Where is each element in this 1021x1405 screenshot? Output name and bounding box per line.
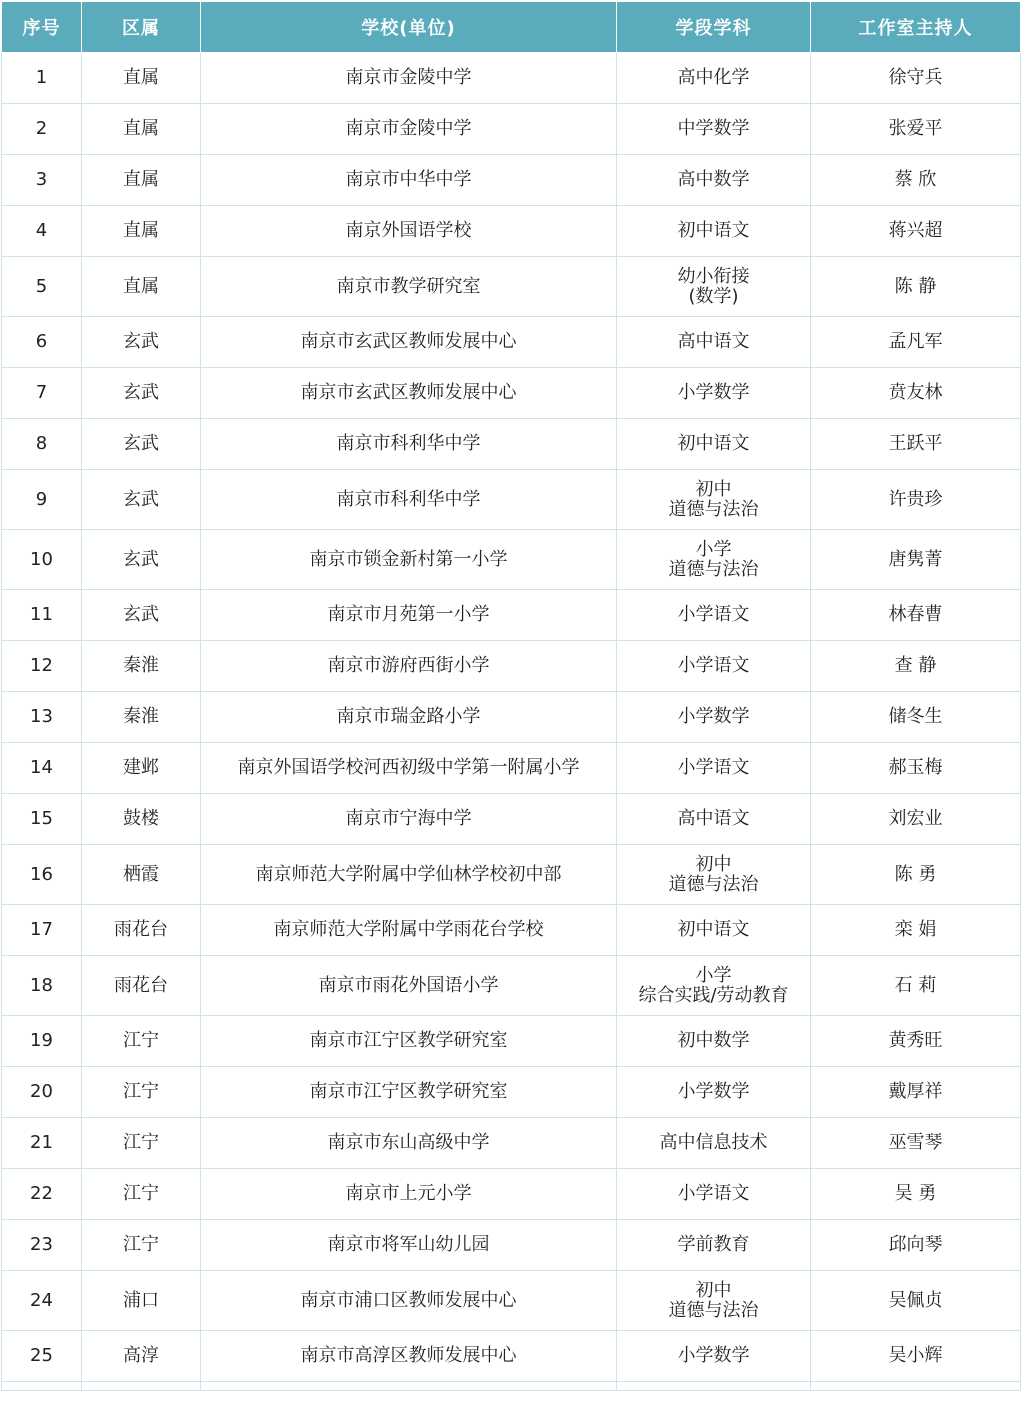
cell-host: 孟凡军 xyxy=(811,317,1021,368)
cell-district: 栖霞 xyxy=(82,845,201,905)
cell-school: 南京师范大学附属中学雨花台学校 xyxy=(201,905,617,956)
table-row xyxy=(2,590,1021,641)
subject-line: 小学 xyxy=(695,538,732,560)
cell-no: 5 xyxy=(2,257,82,317)
subject-line: 初中 xyxy=(695,853,732,875)
cell-no: 7 xyxy=(2,368,82,419)
cell-school: 南京市玄武区教师发展中心 xyxy=(201,317,617,368)
subject-line: 小学数学 xyxy=(677,1081,750,1102)
cell-school: 南京市科利华中学 xyxy=(201,419,617,470)
cell-empty xyxy=(617,1382,811,1391)
table-row xyxy=(2,1271,1021,1331)
cell-no: 18 xyxy=(2,956,82,1016)
cell-host: 吴小辉 xyxy=(811,1331,1021,1382)
cell-district: 玄武 xyxy=(82,317,201,368)
cell-district: 鼓楼 xyxy=(82,794,201,845)
cell-school: 南京市江宁区教学研究室 xyxy=(201,1067,617,1118)
subject-line: 小学数学 xyxy=(677,706,750,727)
cell-district: 江宁 xyxy=(82,1169,201,1220)
subject-line: 高中语文 xyxy=(677,331,750,352)
table-row xyxy=(2,1169,1021,1220)
cell-empty xyxy=(2,1382,82,1391)
cell-district: 雨花台 xyxy=(82,956,201,1016)
cell-host: 郝玉梅 xyxy=(811,743,1021,794)
studio-table xyxy=(1,1,1021,1391)
table-row xyxy=(2,317,1021,368)
cell-school: 南京市瑞金路小学 xyxy=(201,692,617,743)
cell-district: 江宁 xyxy=(82,1220,201,1271)
table-row xyxy=(2,1067,1021,1118)
cell-district: 直属 xyxy=(82,257,201,317)
cell-school: 南京市浦口区教师发展中心 xyxy=(201,1271,617,1331)
subject-line: 初中语文 xyxy=(677,220,750,241)
cell-school: 南京师范大学附属中学仙林学校初中部 xyxy=(201,845,617,905)
cell-no: 12 xyxy=(2,641,82,692)
table-row xyxy=(2,1220,1021,1271)
cell-district: 江宁 xyxy=(82,1067,201,1118)
cell-district: 玄武 xyxy=(82,470,201,530)
cell-school: 南京市锁金新村第一小学 xyxy=(201,530,617,590)
cell-no: 13 xyxy=(2,692,82,743)
cell-no: 3 xyxy=(2,155,82,206)
cell-district: 玄武 xyxy=(82,368,201,419)
cell-host: 黄秀旺 xyxy=(811,1016,1021,1067)
table-row xyxy=(2,368,1021,419)
table-row-partial xyxy=(2,1382,1021,1391)
cell-subject xyxy=(617,470,811,530)
cell-district: 秦淮 xyxy=(82,641,201,692)
table-row xyxy=(2,206,1021,257)
subject-line: 综合实践/劳动教育 xyxy=(638,984,789,1006)
cell-district: 直属 xyxy=(82,104,201,155)
cell-subject xyxy=(617,692,811,743)
cell-subject xyxy=(617,845,811,905)
cell-no: 24 xyxy=(2,1271,82,1331)
cell-district: 高淳 xyxy=(82,1331,201,1382)
cell-empty xyxy=(82,1382,201,1391)
cell-no: 25 xyxy=(2,1331,82,1382)
cell-subject xyxy=(617,368,811,419)
cell-host: 吴佩贞 xyxy=(811,1271,1021,1331)
cell-host: 戴厚祥 xyxy=(811,1067,1021,1118)
table-row xyxy=(2,641,1021,692)
cell-host: 蒋兴超 xyxy=(811,206,1021,257)
cell-no: 6 xyxy=(2,317,82,368)
cell-district: 直属 xyxy=(82,155,201,206)
cell-subject xyxy=(617,1271,811,1331)
cell-school: 南京市上元小学 xyxy=(201,1169,617,1220)
cell-subject xyxy=(617,1118,811,1169)
cell-host: 储冬生 xyxy=(811,692,1021,743)
cell-no: 19 xyxy=(2,1016,82,1067)
cell-school: 南京市江宁区教学研究室 xyxy=(201,1016,617,1067)
table-row xyxy=(2,104,1021,155)
cell-school: 南京市科利华中学 xyxy=(201,470,617,530)
cell-school: 南京市中华中学 xyxy=(201,155,617,206)
cell-host: 徐守兵 xyxy=(811,53,1021,104)
cell-school: 南京市金陵中学 xyxy=(201,53,617,104)
cell-district: 直属 xyxy=(82,53,201,104)
cell-subject xyxy=(617,257,811,317)
subject-line: 道德与法治 xyxy=(668,1299,759,1321)
table-row xyxy=(2,1331,1021,1382)
cell-no: 16 xyxy=(2,845,82,905)
table-row xyxy=(2,470,1021,530)
table-row xyxy=(2,743,1021,794)
subject-line: 小学语文 xyxy=(677,1183,750,1204)
cell-subject xyxy=(617,956,811,1016)
cell-school: 南京外国语学校 xyxy=(201,206,617,257)
table-row xyxy=(2,155,1021,206)
header-district: 区属 xyxy=(82,2,201,53)
subject-line: (数学) xyxy=(688,285,739,307)
table-row xyxy=(2,692,1021,743)
cell-host: 邱向琴 xyxy=(811,1220,1021,1271)
cell-district: 秦淮 xyxy=(82,692,201,743)
subject-line: 高中语文 xyxy=(677,808,750,829)
cell-host: 吴 勇 xyxy=(811,1169,1021,1220)
subject-line: 初中 xyxy=(695,1279,732,1301)
cell-host: 蔡 欣 xyxy=(811,155,1021,206)
cell-subject xyxy=(617,905,811,956)
cell-subject xyxy=(617,530,811,590)
cell-subject xyxy=(617,743,811,794)
table-row xyxy=(2,956,1021,1016)
cell-no: 8 xyxy=(2,419,82,470)
cell-host: 刘宏业 xyxy=(811,794,1021,845)
subject-line: 小学 xyxy=(695,964,732,986)
cell-no: 15 xyxy=(2,794,82,845)
cell-subject xyxy=(617,155,811,206)
subject-line: 道德与法治 xyxy=(668,873,759,895)
cell-no: 14 xyxy=(2,743,82,794)
cell-subject xyxy=(617,317,811,368)
table-row xyxy=(2,1118,1021,1169)
cell-host: 唐隽菁 xyxy=(811,530,1021,590)
cell-subject xyxy=(617,1220,811,1271)
cell-school: 南京市将军山幼儿园 xyxy=(201,1220,617,1271)
subject-line: 初中语文 xyxy=(677,919,750,940)
cell-subject xyxy=(617,1331,811,1382)
cell-no: 2 xyxy=(2,104,82,155)
cell-district: 玄武 xyxy=(82,419,201,470)
cell-no: 4 xyxy=(2,206,82,257)
table-body xyxy=(2,53,1021,1391)
cell-subject xyxy=(617,794,811,845)
table-row xyxy=(2,530,1021,590)
cell-subject xyxy=(617,590,811,641)
subject-line: 学前教育 xyxy=(677,1234,750,1255)
subject-line: 高中数学 xyxy=(677,169,750,190)
cell-school: 南京市雨花外国语小学 xyxy=(201,956,617,1016)
cell-no: 17 xyxy=(2,905,82,956)
cell-school: 南京市东山高级中学 xyxy=(201,1118,617,1169)
cell-district: 江宁 xyxy=(82,1016,201,1067)
cell-district: 浦口 xyxy=(82,1271,201,1331)
subject-line: 道德与法治 xyxy=(668,498,759,520)
cell-no: 10 xyxy=(2,530,82,590)
cell-subject xyxy=(617,1016,811,1067)
header-subject: 学段学科 xyxy=(617,2,811,53)
header-school: 学校(单位) xyxy=(201,2,617,53)
cell-school: 南京市金陵中学 xyxy=(201,104,617,155)
cell-empty xyxy=(201,1382,617,1391)
cell-subject xyxy=(617,641,811,692)
cell-school: 南京市游府西街小学 xyxy=(201,641,617,692)
cell-host: 陈 勇 xyxy=(811,845,1021,905)
cell-host: 张爱平 xyxy=(811,104,1021,155)
table-row xyxy=(2,1016,1021,1067)
subject-line: 初中数学 xyxy=(677,1030,750,1051)
cell-subject xyxy=(617,1169,811,1220)
subject-line: 小学数学 xyxy=(677,1345,750,1366)
cell-subject xyxy=(617,419,811,470)
subject-line: 初中 xyxy=(695,478,732,500)
cell-host: 林春曹 xyxy=(811,590,1021,641)
table-row xyxy=(2,257,1021,317)
cell-no: 22 xyxy=(2,1169,82,1220)
cell-school: 南京市教学研究室 xyxy=(201,257,617,317)
cell-subject xyxy=(617,1067,811,1118)
cell-subject xyxy=(617,53,811,104)
cell-no: 1 xyxy=(2,53,82,104)
subject-line: 高中信息技术 xyxy=(659,1132,768,1153)
cell-subject xyxy=(617,206,811,257)
cell-no: 11 xyxy=(2,590,82,641)
cell-school: 南京市玄武区教师发展中心 xyxy=(201,368,617,419)
cell-district: 直属 xyxy=(82,206,201,257)
cell-district: 玄武 xyxy=(82,530,201,590)
cell-district: 雨花台 xyxy=(82,905,201,956)
cell-district: 建邺 xyxy=(82,743,201,794)
table-row xyxy=(2,845,1021,905)
cell-subject xyxy=(617,104,811,155)
table-row xyxy=(2,53,1021,104)
header-row xyxy=(2,2,1021,53)
cell-no: 20 xyxy=(2,1067,82,1118)
subject-line: 高中化学 xyxy=(677,67,750,88)
cell-host: 陈 静 xyxy=(811,257,1021,317)
cell-district: 江宁 xyxy=(82,1118,201,1169)
cell-host: 石 莉 xyxy=(811,956,1021,1016)
cell-no: 21 xyxy=(2,1118,82,1169)
cell-host: 巫雪琴 xyxy=(811,1118,1021,1169)
subject-line: 小学数学 xyxy=(677,382,750,403)
subject-line: 小学语文 xyxy=(677,604,750,625)
subject-line: 幼小衔接 xyxy=(677,265,750,287)
subject-line: 初中语文 xyxy=(677,433,750,454)
header-host: 工作室主持人 xyxy=(811,2,1021,53)
cell-district: 玄武 xyxy=(82,590,201,641)
cell-school: 南京市高淳区教师发展中心 xyxy=(201,1331,617,1382)
cell-empty xyxy=(811,1382,1021,1391)
cell-school: 南京外国语学校河西初级中学第一附属小学 xyxy=(201,743,617,794)
table-row xyxy=(2,419,1021,470)
cell-host: 栾 娟 xyxy=(811,905,1021,956)
table-row xyxy=(2,794,1021,845)
cell-no: 23 xyxy=(2,1220,82,1271)
cell-host: 许贵珍 xyxy=(811,470,1021,530)
subject-line: 小学语文 xyxy=(677,757,750,778)
cell-host: 查 静 xyxy=(811,641,1021,692)
subject-line: 中学数学 xyxy=(677,118,750,139)
cell-no: 9 xyxy=(2,470,82,530)
header-no: 序号 xyxy=(2,2,82,53)
table-row xyxy=(2,905,1021,956)
subject-line: 道德与法治 xyxy=(668,558,759,580)
cell-host: 王跃平 xyxy=(811,419,1021,470)
cell-school: 南京市月苑第一小学 xyxy=(201,590,617,641)
cell-host: 贲友林 xyxy=(811,368,1021,419)
cell-school: 南京市宁海中学 xyxy=(201,794,617,845)
subject-line: 小学语文 xyxy=(677,655,750,676)
